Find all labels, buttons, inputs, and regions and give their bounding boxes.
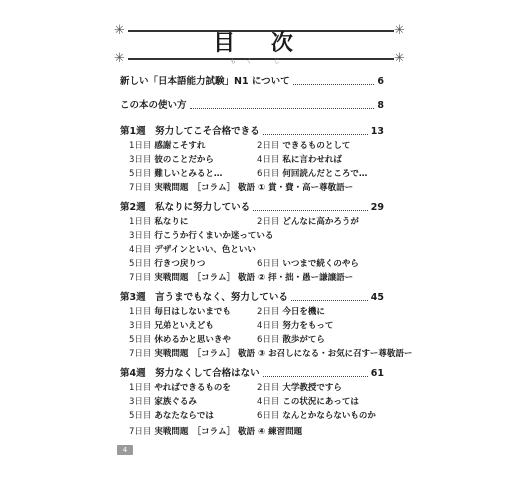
day-item: 6日目 なんとかならないものか (257, 411, 376, 421)
star-icon: ✳ (394, 51, 405, 66)
day-item: 2日目 今日を機に (257, 307, 325, 317)
toc-entry-label: この本の使い方 (120, 100, 187, 111)
toc-entry-page: 6 (377, 76, 384, 87)
day-item: 3日目 家族ぐるみ (129, 397, 197, 407)
day-item: 4日目 努力をもって (257, 321, 334, 331)
day-item: 5日目 行きつ戻りつ (129, 259, 206, 269)
day-item: 7日目 実戦問題 ［コラム］ 敬語 ③ お召しになる・お気に召すー尊敬語ー (129, 349, 413, 359)
week-heading-label: 第4週 努力なくして合格はない (120, 368, 260, 379)
day-item: 3日目 兄弟といえども (129, 321, 214, 331)
week-heading-page: 29 (370, 202, 384, 213)
star-icon: ✳ (114, 23, 125, 38)
leader-dots (190, 108, 375, 109)
leader-dots (293, 84, 375, 85)
day-item: 6日目 何回読んだところで… (257, 169, 368, 179)
week-heading-page: 61 (370, 368, 384, 379)
week-heading-label: 第1週 努力してこそ合格できる (120, 126, 260, 137)
day-item: 1日目 毎日はしないまでも (129, 307, 231, 317)
day-item: 5日目 休めるかと思いきや (129, 335, 231, 345)
day-item: 7日目 実戦問題 ［コラム］ 敬語 ② 拝・拙・愚ー謙譲語ー (129, 273, 354, 283)
day-item: 3日目 彼のことだから (129, 155, 214, 165)
day-item: 1日目 やればできるものを (129, 383, 231, 393)
day-item: 1日目 感謝こそすれ (129, 141, 206, 151)
page-title: 目 次 (213, 31, 307, 56)
toc-entry-page: 8 (377, 100, 384, 111)
day-item: 2日目 できるものとして (257, 141, 351, 151)
day-item: 2日目 大学教授ですら (257, 383, 342, 393)
toc-entry[interactable] (120, 76, 384, 88)
week-heading-page: 45 (370, 292, 384, 303)
leader-dots (263, 376, 368, 377)
star-icon: ✳ (394, 23, 405, 38)
day-item: 6日目 散歩がてら (257, 335, 325, 345)
day-item: 6日目 いつまで続くのやら (257, 259, 359, 269)
week-heading-page: 13 (370, 126, 384, 137)
leader-dots (263, 134, 368, 135)
star-icon: ✳ (114, 51, 125, 66)
leader-dots (253, 210, 368, 211)
day-item: 1日目 私なりに (129, 217, 189, 227)
day-item: 4日目 この状況にあっては (257, 397, 359, 407)
day-item: 2日目 どんなに高かろうが (257, 217, 359, 227)
day-item: 5日目 あなたならでは (129, 411, 214, 421)
day-item: 4日目 デザインといい、色といい (129, 245, 256, 255)
week-heading[interactable] (120, 368, 384, 380)
day-item: 4日目 私に言わせれば (257, 155, 342, 165)
page-number: 4 (117, 445, 133, 455)
week-heading[interactable] (120, 126, 384, 138)
day-item: 3日目 行こうか行くまいか迷っている (129, 231, 274, 241)
toc-header (0, 22, 520, 68)
page-title-ruby: もく じ (230, 58, 290, 65)
day-item: 5日目 難しいとみると… (129, 169, 223, 179)
week-heading[interactable] (120, 292, 384, 304)
day-item: 7日目 実戦問題 ［コラム］ 敬語 ④ 練習問題 (129, 427, 303, 437)
week-heading-label: 第3週 言うまでもなく、努力している (120, 292, 288, 303)
day-item: 7日目 実戦問題 ［コラム］ 敬語 ① 賞・費・高ー尊敬語ー (129, 183, 354, 193)
leader-dots (291, 300, 368, 301)
week-heading[interactable] (120, 202, 384, 214)
toc-entry[interactable] (120, 100, 384, 112)
toc-entry-label: 新しい「日本語能力試験」N1 について (120, 76, 290, 87)
week-heading-label: 第2週 私なりに努力している (120, 202, 251, 213)
